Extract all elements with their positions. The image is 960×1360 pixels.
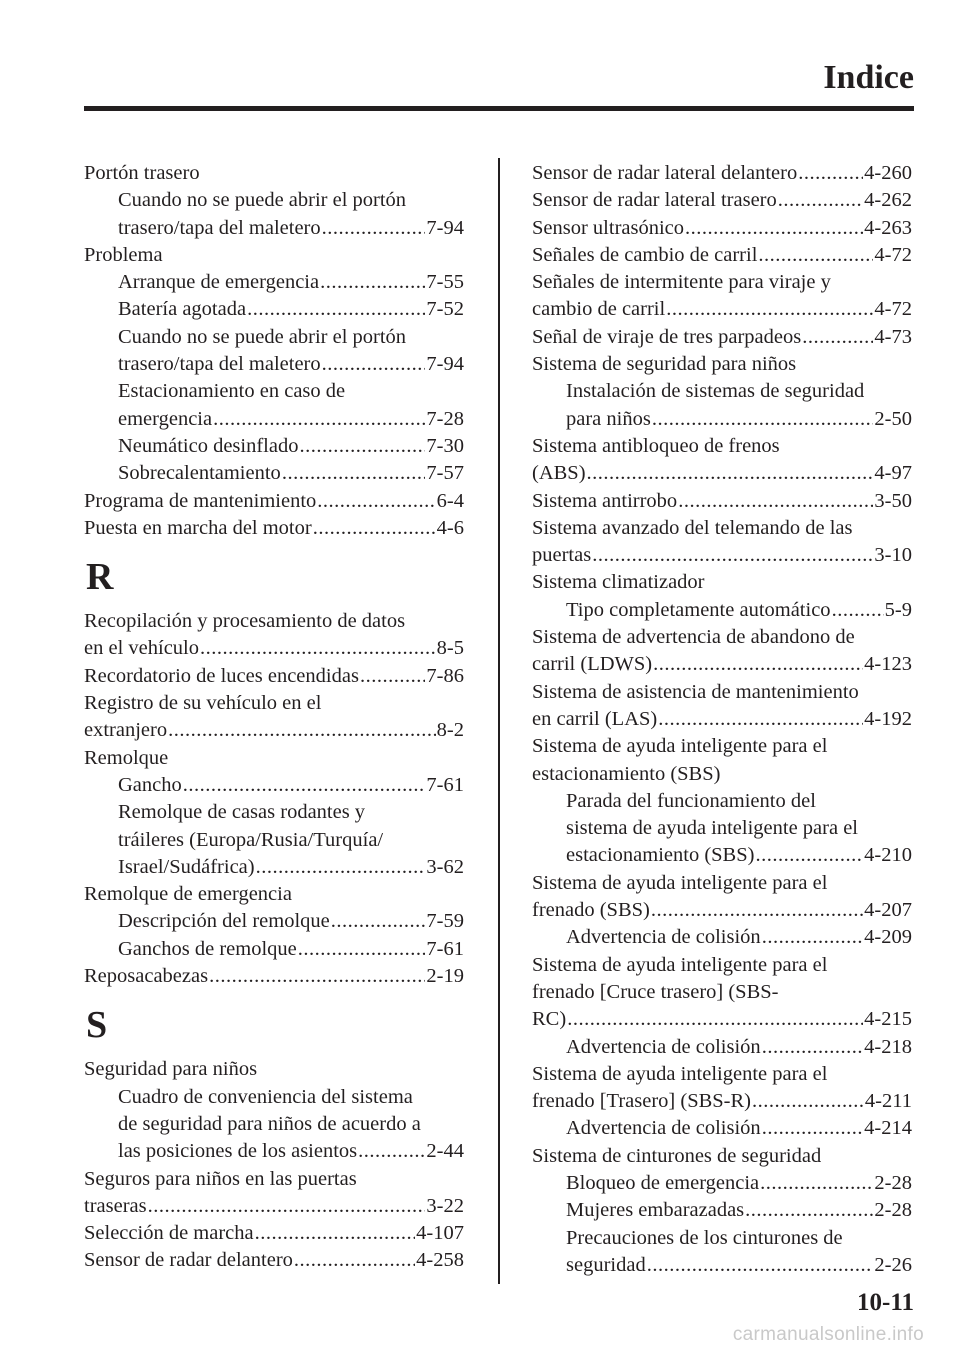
index-entry [532, 1143, 912, 1170]
entry-text: frenado (SBS) [532, 899, 650, 922]
entry-page-ref[interactable]: 4-262 [864, 189, 912, 212]
dot-leader [168, 717, 436, 744]
index-entry [532, 924, 912, 951]
index-entry [532, 1061, 912, 1088]
dot-leader [320, 269, 425, 296]
dot-leader [282, 460, 426, 487]
entry-text: Remolque [84, 746, 169, 769]
section-letter-s: S [86, 1004, 108, 1047]
entry-text: Cuando no se puede abrir el portón [118, 325, 407, 348]
entry-page-ref[interactable]: 3-62 [426, 855, 464, 878]
entry-page-ref[interactable]: 2-50 [874, 407, 912, 430]
entry-text: frenado [Cruce trasero] (SBS- [532, 980, 779, 1003]
index-entry [532, 815, 912, 842]
entry-page-ref[interactable]: 7-57 [426, 462, 464, 485]
index-entry [532, 870, 912, 897]
entry-text: traseras [84, 1194, 147, 1217]
index-entry [84, 488, 464, 515]
dot-leader [294, 1247, 415, 1274]
index-entry [532, 1088, 912, 1115]
section-letter-r: R [86, 556, 114, 599]
index-entry [84, 1193, 464, 1220]
dot-leader [331, 908, 426, 935]
entry-text: seguridad [566, 1253, 646, 1276]
entry-text: Mujeres embarazadas [566, 1199, 745, 1222]
entry-text: para niños [566, 407, 651, 430]
entry-text: Sensor ultrasónico [532, 216, 685, 239]
entry-text: Sistema de ayuda inteligente para el [532, 735, 828, 758]
index-entry [84, 908, 464, 935]
index-entry [532, 1252, 912, 1279]
index-entry [84, 215, 464, 242]
index-entry [532, 488, 912, 515]
index-entry [532, 160, 912, 187]
entry-text: Programa de mantenimiento [84, 489, 317, 512]
entry-text: en carril (LAS) [532, 707, 658, 730]
index-entry [532, 624, 912, 651]
index-entry [532, 296, 912, 323]
index-entry [84, 187, 464, 214]
index-column-left [84, 160, 464, 1275]
entry-page-ref[interactable]: 7-55 [426, 271, 464, 294]
index-column-right [532, 160, 912, 1279]
index-entry [84, 854, 464, 881]
entry-page-ref[interactable]: 4-214 [864, 1117, 912, 1140]
page-title: Indice [823, 59, 914, 96]
dot-leader [647, 1252, 874, 1279]
dot-leader [247, 296, 425, 323]
entry-text: Sistema de cinturones de seguridad [532, 1144, 822, 1167]
index-entry [84, 799, 464, 826]
entry-page-ref[interactable]: 4-215 [864, 1008, 912, 1031]
entry-text: tráileres (Europa/Rusia/Turquía/ [118, 828, 384, 851]
entry-text: trasero/tapa del maletero [118, 216, 321, 239]
index-entry [84, 160, 464, 187]
header-rule [84, 106, 914, 111]
index-entry [84, 433, 464, 460]
entry-text: estacionamiento (SBS) [566, 844, 755, 867]
index-entry [84, 690, 464, 717]
entry-text: Arranque de emergencia [118, 271, 320, 294]
entry-page-ref[interactable]: 4-192 [864, 707, 912, 730]
entry-page-ref[interactable]: 4-258 [416, 1249, 464, 1272]
watermark: carmanualsonline.info [732, 1324, 924, 1345]
entry-text: Selección de marcha [84, 1222, 254, 1245]
index-entry [532, 569, 912, 596]
entry-text: Sistema antirrobo [532, 489, 678, 512]
entry-page-ref[interactable]: 4-72 [874, 243, 912, 266]
entry-text: Sensor de radar lateral trasero [532, 189, 777, 212]
index-group [84, 1056, 464, 1274]
entry-text: emergencia [118, 407, 213, 430]
dot-leader [651, 897, 863, 924]
index-entry [532, 679, 912, 706]
dot-leader [745, 1197, 873, 1224]
index-entry [84, 1247, 464, 1274]
entry-page-ref[interactable]: 7-94 [426, 216, 464, 239]
index-entry [532, 433, 912, 460]
entry-page-ref[interactable]: 4-123 [864, 653, 912, 676]
dot-leader [209, 963, 425, 990]
entry-page-ref[interactable]: 8-2 [436, 719, 464, 742]
dot-leader [832, 597, 884, 624]
entry-text: Sensor de radar delantero [84, 1249, 293, 1272]
entry-text: Estacionamiento en caso de [118, 380, 346, 403]
entry-page-ref[interactable]: 2-28 [874, 1199, 912, 1222]
entry-page-ref[interactable]: 8-5 [436, 637, 464, 660]
entry-text: Sistema de asistencia de mantenimiento [532, 680, 859, 703]
dot-leader [317, 488, 435, 515]
entry-text: trasero/tapa del maletero [118, 353, 321, 376]
dot-leader [758, 242, 873, 269]
index-entry [532, 378, 912, 405]
index-entry [532, 324, 912, 351]
index-entry [532, 542, 912, 569]
index-entry [532, 351, 912, 378]
dot-leader [762, 1115, 863, 1142]
entry-text: Batería agotada [118, 298, 247, 321]
index-entry [532, 242, 912, 269]
index-entry [532, 842, 912, 869]
entry-text: Israel/Sudáfrica) [118, 855, 255, 878]
dot-leader [755, 842, 863, 869]
entry-text: Parada del funcionamiento del [566, 789, 816, 812]
entry-page-ref[interactable]: 7-28 [426, 407, 464, 430]
entry-page-ref[interactable]: 7-86 [426, 664, 464, 687]
dot-leader [322, 351, 426, 378]
entry-text: Descripción del remolque [118, 910, 330, 933]
index-entry [84, 351, 464, 378]
index-entry [84, 1220, 464, 1247]
index-entry [532, 1115, 912, 1142]
entry-page-ref[interactable]: 4-211 [864, 1090, 912, 1113]
entry-page-ref[interactable]: 5-9 [884, 598, 912, 621]
index-entry [532, 651, 912, 678]
index-entry [84, 242, 464, 269]
entry-text: Recordatorio de luces encendidas [84, 664, 359, 687]
entry-text: Neumático desinflado [118, 434, 299, 457]
entry-page-ref[interactable]: 2-44 [426, 1140, 464, 1163]
dot-leader [653, 651, 863, 678]
index-entry [532, 1170, 912, 1197]
dot-leader [778, 187, 863, 214]
entry-text: Advertencia de colisión [566, 926, 761, 949]
index-entry [84, 1056, 464, 1083]
index-entry [532, 597, 912, 624]
dot-leader [255, 1220, 416, 1247]
entry-text: Sistema de ayuda inteligente para el [532, 1062, 828, 1085]
index-group [84, 160, 464, 542]
dot-leader [762, 1034, 863, 1061]
entry-page-ref[interactable]: 3-50 [874, 489, 912, 512]
entry-page-ref[interactable]: 3-22 [426, 1194, 464, 1217]
entry-text: Precauciones de los cinturones de [566, 1226, 843, 1249]
entry-page-ref[interactable]: 4-73 [874, 325, 912, 348]
dot-leader [183, 772, 426, 799]
entry-text: Sobrecalentamiento [118, 462, 281, 485]
dot-leader [666, 296, 873, 323]
entry-text: RC) [532, 1008, 567, 1031]
entry-text: Problema [84, 243, 163, 266]
index-entry [532, 706, 912, 733]
index-entry [532, 979, 912, 1006]
entry-text: Sistema antibloqueo de frenos [532, 434, 780, 457]
index-entry [532, 897, 912, 924]
dot-leader [802, 324, 873, 351]
entry-text: Sistema de ayuda inteligente para el [532, 871, 828, 894]
entry-page-ref[interactable]: 4-6 [436, 516, 464, 539]
index-entry [532, 788, 912, 815]
index-entry [532, 515, 912, 542]
dot-leader [587, 460, 874, 487]
entry-text: Seguros para niños en las puertas [84, 1167, 357, 1190]
entry-text: las posiciones de los asientos [118, 1140, 358, 1163]
entry-text: Puesta en marcha del motor [84, 516, 312, 539]
entry-text: sistema de ayuda inteligente para el [566, 817, 859, 840]
index-entry [532, 269, 912, 296]
entry-page-ref[interactable]: 7-61 [426, 773, 464, 796]
entry-text: Sistema avanzado del telemando de las [532, 516, 853, 539]
entry-text: Recopilación y procesamiento de datos [84, 610, 406, 633]
index-entry [532, 1034, 912, 1061]
index-entry [84, 663, 464, 690]
dot-leader [298, 936, 426, 963]
index-entry [532, 460, 912, 487]
entry-page-ref[interactable]: 4-207 [864, 899, 912, 922]
entry-text: Señal de viraje de tres parpadeos [532, 325, 802, 348]
index-entry [84, 635, 464, 662]
entry-text: carril (LDWS) [532, 653, 653, 676]
entry-page-ref[interactable]: 4-72 [874, 298, 912, 321]
dot-leader [592, 542, 873, 569]
entry-text: frenado [Trasero] (SBS-R) [532, 1090, 752, 1113]
index-entry [532, 406, 912, 433]
index-entry [84, 1111, 464, 1138]
entry-text: Seguridad para niños [84, 1058, 258, 1081]
entry-text: cambio de carril [532, 298, 666, 321]
entry-page-ref[interactable]: 6-4 [436, 489, 464, 512]
dot-leader [752, 1088, 864, 1115]
entry-page-ref[interactable]: 4-209 [864, 926, 912, 949]
entry-text: Instalación de sistemas de seguridad [566, 380, 865, 403]
entry-text: Registro de su vehículo en el [84, 692, 322, 715]
index-entry [532, 187, 912, 214]
index-entry [84, 269, 464, 296]
index-entry [84, 608, 464, 635]
index-entry [532, 952, 912, 979]
entry-page-ref[interactable]: 4-107 [416, 1222, 464, 1245]
entry-text: Remolque de emergencia [84, 883, 292, 906]
index-entry [84, 772, 464, 799]
entry-page-ref[interactable]: 3-10 [874, 544, 912, 567]
index-entry [84, 406, 464, 433]
index-entry [84, 460, 464, 487]
dot-leader [760, 1170, 873, 1197]
entry-text: Bloqueo de emergencia [566, 1171, 760, 1194]
entry-page-ref[interactable]: 2-28 [874, 1171, 912, 1194]
index-entry [84, 515, 464, 542]
index-entry [532, 215, 912, 242]
entry-text: Sistema de ayuda inteligente para el [532, 953, 828, 976]
dot-leader [322, 215, 426, 242]
index-entry [84, 1166, 464, 1193]
index-entry [532, 1006, 912, 1033]
entry-text: Cuadro de conveniencia del sistema [118, 1085, 413, 1108]
entry-text: Ganchos de remolque [118, 937, 297, 960]
dot-leader [200, 635, 436, 662]
entry-page-ref[interactable]: 4-260 [864, 162, 912, 184]
entry-page-ref[interactable]: 2-26 [874, 1253, 912, 1276]
page-number: 10-11 [857, 1289, 914, 1316]
entry-text: en el vehículo [84, 637, 199, 660]
dot-leader [567, 1006, 863, 1033]
entry-text: Remolque de casas rodantes y [118, 801, 366, 824]
dot-leader [678, 488, 873, 515]
dot-leader [213, 406, 425, 433]
dot-leader [256, 854, 426, 881]
entry-page-ref[interactable]: 7-59 [426, 910, 464, 933]
entry-text: Cuando no se puede abrir el portón [118, 189, 407, 212]
dot-leader [658, 706, 863, 733]
dot-leader [762, 924, 863, 951]
entry-text: de seguridad para niños de acuerdo a [118, 1112, 421, 1135]
entry-page-ref[interactable]: 4-218 [864, 1035, 912, 1058]
index-group [532, 160, 912, 1279]
index-entry [84, 881, 464, 908]
entry-text: (ABS) [532, 462, 586, 485]
index-entry [532, 761, 912, 788]
entry-text: Señales de cambio de carril [532, 243, 758, 266]
dot-leader [299, 433, 425, 460]
dot-leader [358, 1138, 425, 1165]
index-entry [84, 324, 464, 351]
dot-leader [148, 1193, 426, 1220]
dot-leader [360, 663, 425, 690]
entry-text: Advertencia de colisión [566, 1035, 761, 1058]
dot-leader [798, 160, 863, 187]
index-group [84, 608, 464, 990]
index-entry [84, 963, 464, 990]
entry-page-ref[interactable]: 7-52 [426, 298, 464, 321]
entry-text: puertas [532, 544, 592, 567]
entry-page-ref[interactable]: 7-30 [426, 434, 464, 457]
entry-page-ref[interactable]: 4-210 [864, 844, 912, 867]
dot-leader [652, 406, 874, 433]
entry-text: Sistema de seguridad para niños [532, 353, 797, 376]
index-entry [84, 1138, 464, 1165]
index-entry [84, 1084, 464, 1111]
entry-text: Señales de intermitente para viraje y [532, 271, 831, 294]
entry-text: extranjero [84, 719, 168, 742]
entry-page-ref[interactable]: 4-263 [864, 216, 912, 239]
index-entry [84, 378, 464, 405]
entry-page-ref[interactable]: 7-94 [426, 353, 464, 376]
entry-text: estacionamiento (SBS) [532, 762, 721, 785]
index-entry [532, 1197, 912, 1224]
entry-text: Reposacabezas [84, 965, 209, 988]
dot-leader [685, 215, 863, 242]
entry-text: Sistema climatizador [532, 571, 705, 594]
entry-text: Gancho [118, 773, 182, 796]
index-entry [532, 733, 912, 760]
index-entry [84, 745, 464, 772]
index-entry [84, 717, 464, 744]
entry-text: Tipo completamente automático [566, 598, 831, 621]
dot-leader [313, 515, 436, 542]
entry-text: Sistema de advertencia de abandono de [532, 626, 855, 649]
entry-page-ref[interactable]: 4-97 [874, 462, 912, 485]
entry-page-ref[interactable]: 2-19 [426, 965, 464, 988]
column-divider [498, 158, 500, 1284]
index-entry [84, 827, 464, 854]
entry-page-ref[interactable]: 7-61 [426, 937, 464, 960]
entry-text: Sensor de radar lateral delantero [532, 162, 798, 184]
index-entry [84, 936, 464, 963]
entry-text: Advertencia de colisión [566, 1117, 761, 1140]
index-entry [84, 296, 464, 323]
entry-text: Portón trasero [84, 162, 200, 184]
index-entry [532, 1225, 912, 1252]
